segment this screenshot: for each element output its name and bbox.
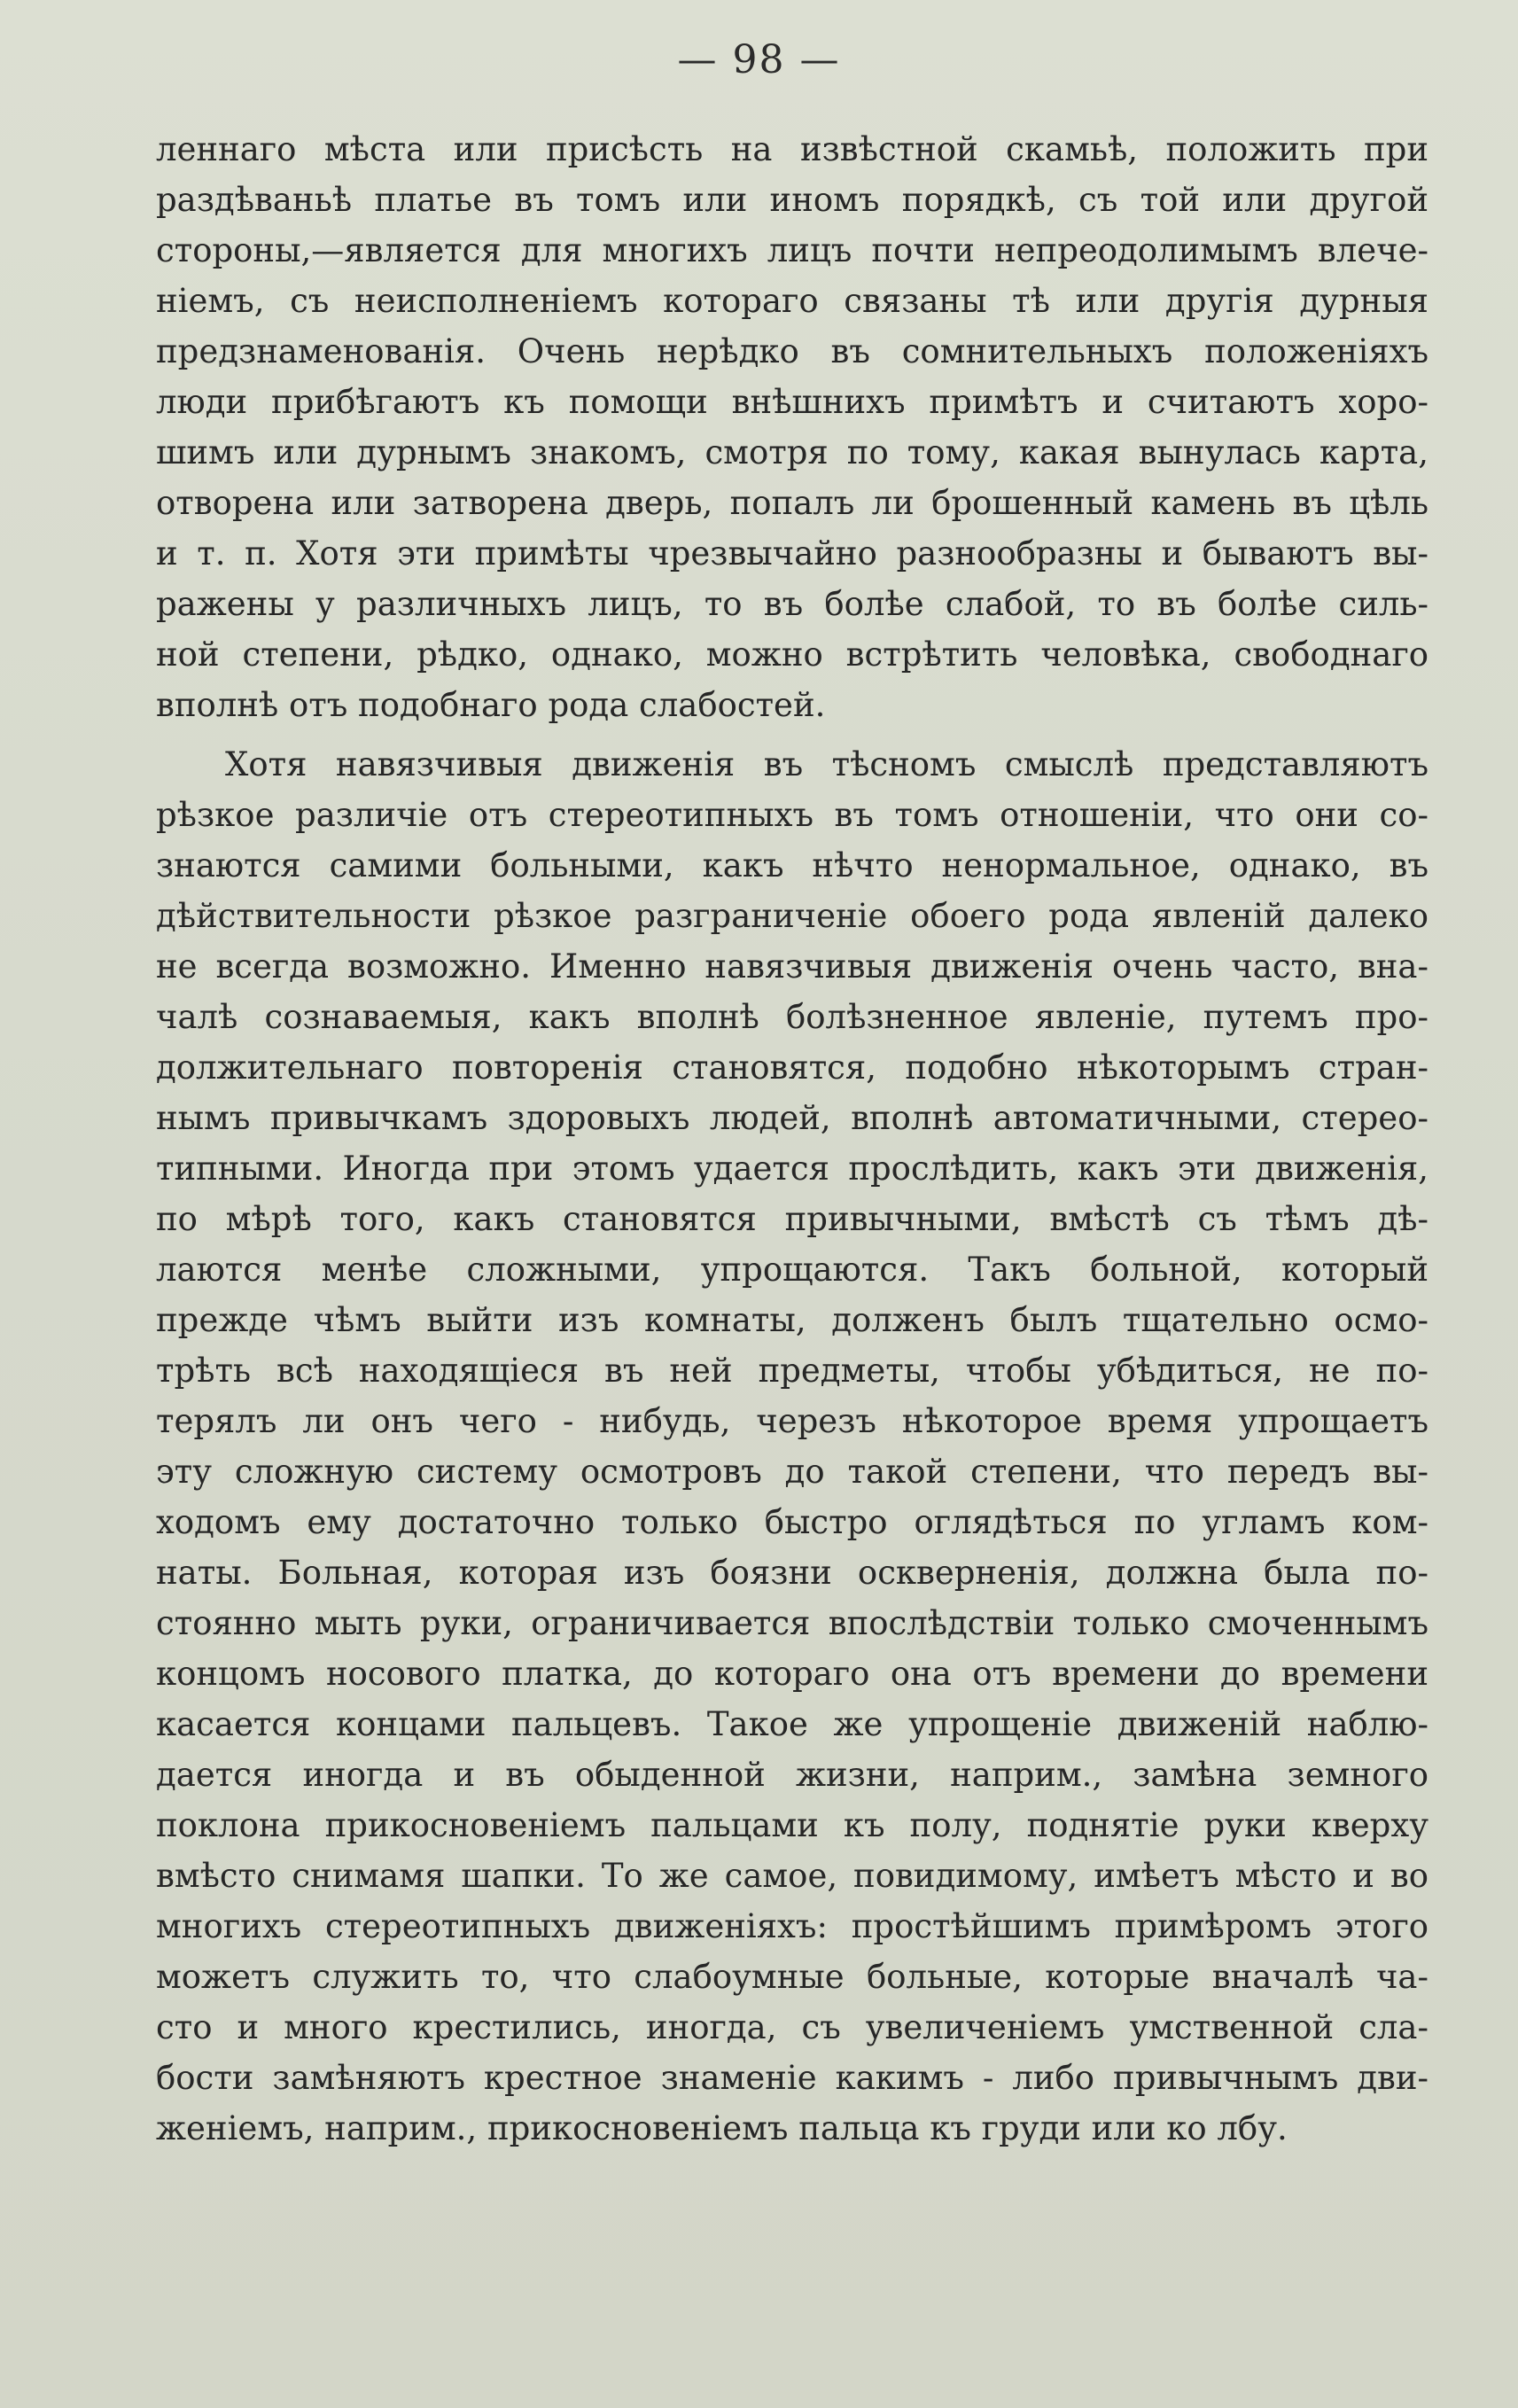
text-line: по мѣрѣ того, какъ становятся привычными, вмѣстѣ съ тѣмъ дѣ- (156, 1200, 1428, 1238)
text-line: типными. Иногда при этомъ удается прослѣдить, какъ эти движенія, (156, 1149, 1428, 1188)
page-number: — 98 — (677, 37, 841, 82)
text-line: поклона прикосновеніемъ пальцами къ полу, поднятіе руки кверху (156, 1806, 1428, 1844)
text-line: вмѣсто снимамя шапки. То же самое, повидимому, имѣетъ мѣсто и во (156, 1857, 1428, 1895)
text-line: лаются менѣе сложными, упрощаются. Такъ больной, который (156, 1251, 1428, 1289)
text-line: ражены у различныхъ лицъ, то въ болѣе слабой, то въ болѣе силь- (156, 585, 1428, 623)
text-line: наты. Больная, которая изъ боязни оскверненія, должна была по- (156, 1554, 1428, 1592)
text-line: раздѣваньѣ платье въ томъ или иномъ порядкѣ, съ той или другой (156, 181, 1428, 219)
text-line: прежде чѣмъ выйти изъ комнаты, долженъ былъ тщательно осмо- (156, 1301, 1428, 1339)
text-line: леннаго мѣста или присѣсть на извѣстной скамьѣ, положить при (156, 130, 1428, 168)
text-line: ной степени, рѣдко, однако, можно встрѣтить человѣка, свободнаго (156, 635, 1428, 674)
text-line: предзнаменованія. Очень нерѣдко въ сомнительныхъ положеніяхъ (156, 332, 1428, 370)
paragraph-2 (156, 739, 1428, 2154)
text-line: дѣйствительности рѣзкое разграниченіе обоего рода явленій далеко (156, 897, 1428, 935)
text-line: знаются самими больными, какъ нѣчто ненормальное, однако, въ (156, 846, 1428, 884)
text-line: эту сложную систему осмотровъ до такой степени, что передъ вы- (156, 1453, 1428, 1491)
text-line: сто и много крестились, иногда, съ увеличеніемъ умственной сла- (156, 2008, 1428, 2046)
text-line: ходомъ ему достаточно только быстро оглядѣться по угламъ ком- (156, 1503, 1428, 1541)
text-line: ніемъ, съ неисполненіемъ котораго связаны тѣ или другія дурныя (156, 282, 1428, 320)
text-line: и т. п. Хотя эти примѣты чрезвычайно разнообразны и бываютъ вы- (156, 534, 1428, 573)
paragraph-1 (156, 124, 1428, 730)
text-line: трѣть всѣ находящіеся въ ней предметы, чтобы убѣдиться, не по- (156, 1352, 1428, 1390)
text-line: дается иногда и въ обыденной жизни, наприм., замѣна земного (156, 1756, 1428, 1794)
text-line: можетъ служить то, что слабоумные больные, которые вначалѣ ча- (156, 1958, 1428, 1996)
text-line: концомъ носового платка, до котораго она отъ времени до времени (156, 1655, 1428, 1693)
text-line: терялъ ли онъ чего - нибудь, черезъ нѣкоторое время упрощаетъ (156, 1402, 1428, 1440)
text-line: касается концами пальцевъ. Такое же упрощеніе движеній наблю- (156, 1705, 1428, 1743)
text-line: вполнѣ отъ подобнаго рода слабостей. (156, 686, 826, 724)
text-line: должительнаго повторенія становятся, подобно нѣкоторымъ стран- (156, 1048, 1428, 1087)
text-line: стоянно мыть руки, ограничивается впослѣдствіи только смоченнымъ (156, 1604, 1428, 1642)
text-line: нымъ привычкамъ здоровыхъ людей, вполнѣ автоматичными, стерео- (156, 1099, 1428, 1137)
text-line: многихъ стереотипныхъ движеніяхъ: простѣйшимъ примѣромъ этого (156, 1907, 1428, 1945)
text-line: люди прибѣгаютъ къ помощи внѣшнихъ примѣтъ и считаютъ хоро- (156, 383, 1428, 421)
text-line: не всегда возможно. Именно навязчивыя движенія очень часто, вна- (156, 947, 1428, 986)
text-line: бости замѣняютъ крестное знаменіе какимъ - либо привычнымъ дви- (156, 2059, 1428, 2097)
text-line: шимъ или дурнымъ знакомъ, смотря по тому, какая вынулась карта, (156, 433, 1428, 471)
text-line: рѣзкое различіе отъ стереотипныхъ въ томъ отношеніи, что они со- (156, 796, 1428, 834)
text-line: Хотя навязчивыя движенія въ тѣсномъ смыслѣ представляютъ (225, 745, 1428, 783)
text-line: стороны,—является для многихъ лицъ почти непреодолимымъ влече- (156, 231, 1428, 269)
text-line: отворена или затворена дверь, попалъ ли брошенный камень въ цѣль (156, 484, 1428, 522)
text-line: чалѣ сознаваемыя, какъ вполнѣ болѣзненное явленіе, путемъ про- (156, 998, 1428, 1036)
text-line: женіемъ, наприм., прикосновеніемъ пальца къ груди или ко лбу. (156, 2109, 1288, 2147)
body-text (156, 124, 1428, 2154)
